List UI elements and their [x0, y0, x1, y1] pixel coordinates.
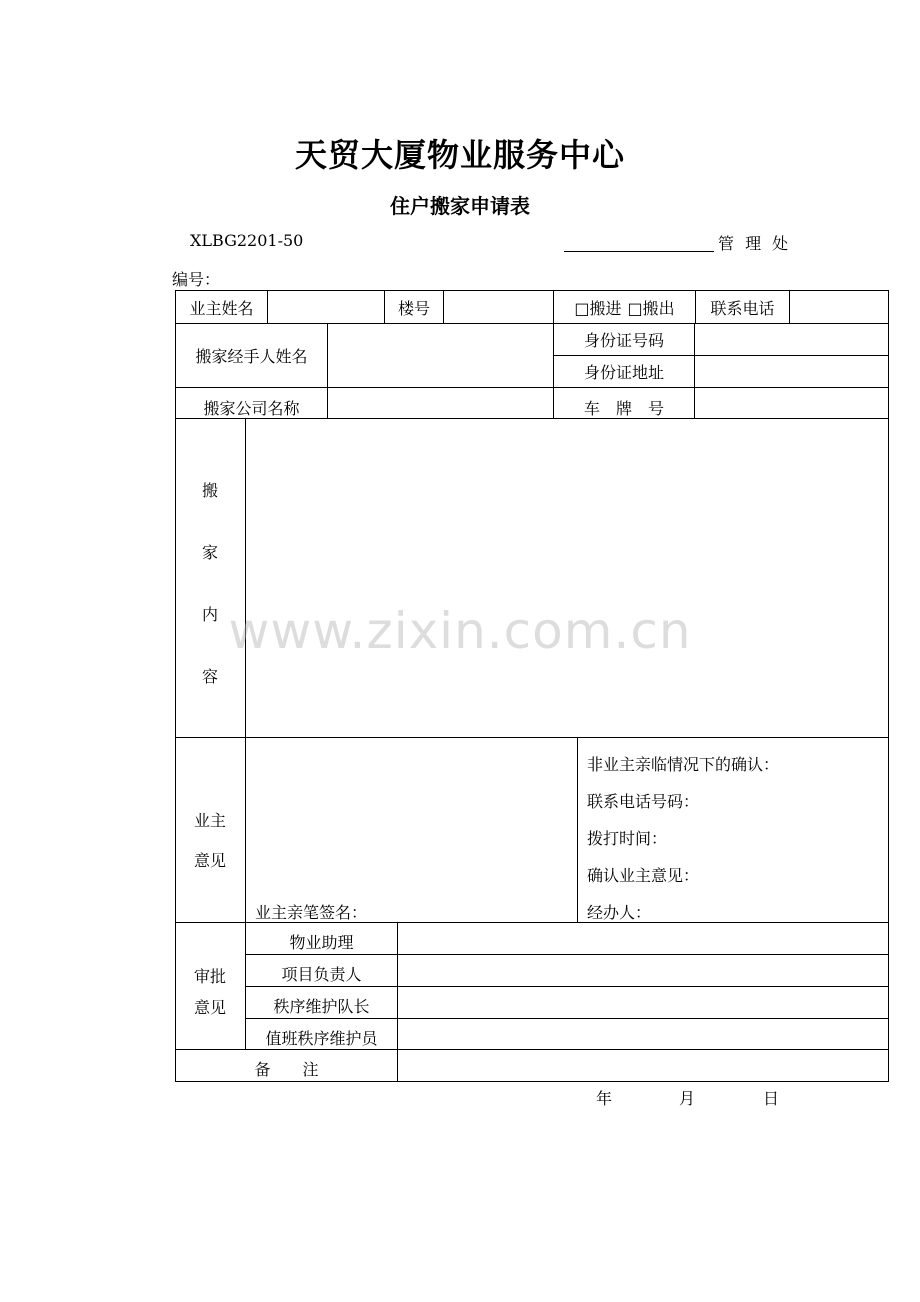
id-number-field[interactable] [695, 324, 888, 355]
owner-opinion-label-line1: 业主 [193, 811, 226, 830]
phone-field[interactable] [790, 291, 888, 323]
confirm-time-label: 拨打时间： [587, 829, 668, 848]
table-rule [577, 737, 578, 922]
management-office-label: 管 理 处 [718, 234, 792, 253]
move-in-checkbox[interactable]: □搬进 [574, 298, 622, 318]
date-day-label: 日 [763, 1089, 780, 1108]
plate-no-label: 车 牌 号 [583, 398, 664, 418]
id-address-label: 身份证地址 [583, 363, 664, 382]
watermark: www.zixin.com.cn [228, 602, 692, 660]
approval-label-line1: 审批 [193, 967, 226, 986]
owner-name-label: 业主姓名 [189, 298, 254, 318]
form-code: XLBG2201-50 [190, 231, 304, 250]
approval-row-label: 秩序维护队长 [273, 997, 370, 1016]
company-name-field[interactable] [328, 388, 553, 418]
move-content-area[interactable] [246, 419, 888, 737]
id-address-field[interactable] [695, 356, 888, 387]
approval-row-field[interactable] [398, 923, 888, 954]
building-no-label: 楼号 [397, 298, 430, 318]
move-out-checkbox[interactable]: □搬出 [627, 298, 675, 318]
plate-no-field[interactable] [695, 388, 888, 418]
date-year-label: 年 [596, 1089, 613, 1108]
approval-row-field[interactable] [398, 987, 888, 1018]
management-blank-line[interactable] [564, 251, 714, 252]
page-title: 天贸大厦物业服务中心 [294, 136, 625, 174]
non-owner-confirm-title: 非业主亲临情况下的确认： [587, 755, 780, 774]
owner-name-field[interactable] [268, 291, 384, 323]
confirm-handler-label: 经办人： [587, 903, 652, 922]
approval-row-label: 值班秩序维护员 [265, 1028, 378, 1048]
approval-row-label: 物业助理 [289, 933, 354, 952]
phone-label: 联系电话 [710, 298, 775, 318]
approval-row-field[interactable] [398, 1019, 888, 1049]
owner-opinion-label-line2: 意见 [193, 851, 226, 870]
confirm-opinion-label: 确认业主意见： [587, 866, 700, 885]
form-number-label: 编号： [172, 270, 221, 289]
content-label-char: 内 [201, 605, 218, 624]
owner-opinion-area[interactable] [246, 738, 577, 922]
owner-signature-label: 业主亲笔签名： [255, 903, 368, 922]
handler-name-field[interactable] [328, 324, 553, 387]
form-subtitle: 住户搬家申请表 [390, 194, 530, 218]
approval-label-line2: 意见 [193, 998, 226, 1017]
approval-row-label: 项目负责人 [281, 965, 362, 984]
remark-label: 备 注 [254, 1060, 319, 1079]
company-name-label: 搬家公司名称 [203, 398, 300, 418]
remark-field[interactable] [398, 1050, 888, 1081]
handler-name-label: 搬家经手人姓名 [195, 347, 308, 366]
date-month-label: 月 [679, 1089, 696, 1108]
content-label-char: 容 [201, 667, 218, 686]
id-number-label: 身份证号码 [583, 331, 664, 350]
content-label-char: 家 [201, 543, 218, 562]
confirm-phone-label: 联系电话号码： [587, 792, 700, 811]
table-border-right [888, 290, 889, 1082]
building-no-field[interactable] [444, 291, 553, 323]
approval-row-field[interactable] [398, 955, 888, 986]
content-label-char: 搬 [201, 481, 218, 500]
move-direction-cell [554, 291, 695, 323]
